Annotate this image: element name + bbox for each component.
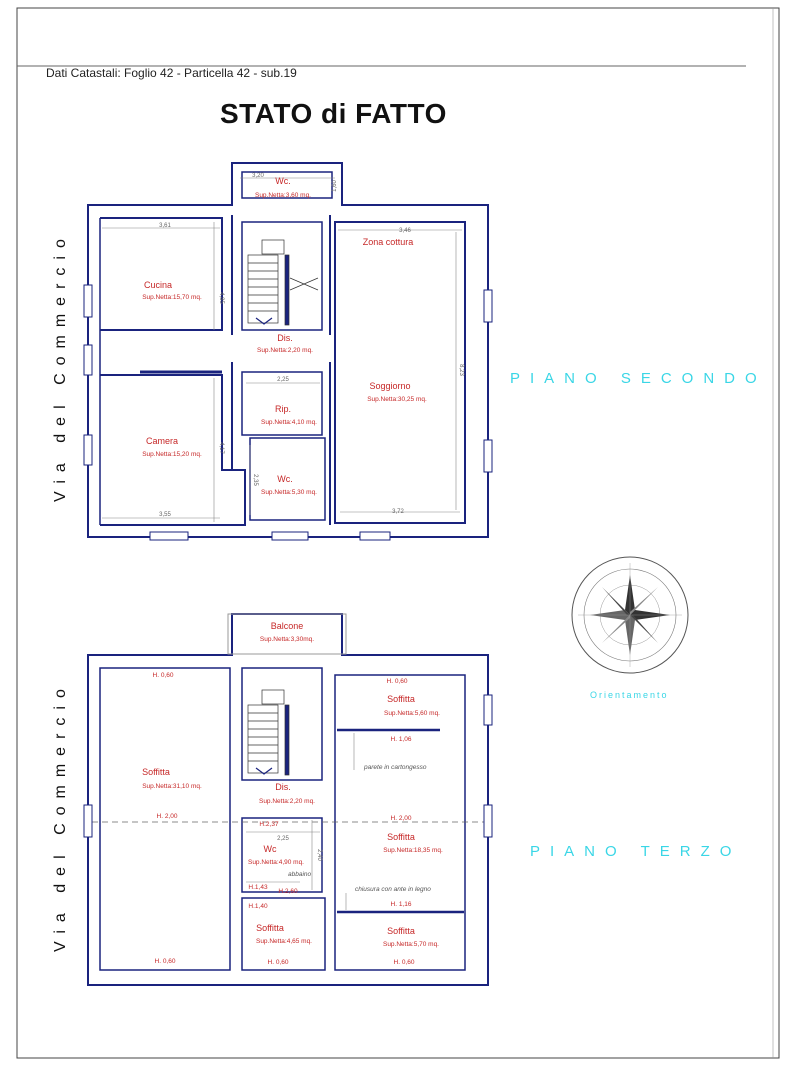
floor3-texts — [142, 621, 443, 948]
f2-cucina-area: Sup.Netta:15,70 mq. — [142, 294, 202, 301]
f3-dis-area: Sup.Netta:2,20 mq. — [258, 798, 316, 805]
f2-rip-name: Rip. — [274, 404, 292, 414]
f3-soffitta-c-area: Sup.Netta:4,65 mq. — [255, 938, 313, 945]
f3-soffitta-br-name: Soffitta — [387, 926, 415, 936]
floor2-texts — [142, 176, 427, 496]
f3-note-abbaino: abbaino — [288, 871, 312, 878]
compass-rose-icon — [572, 557, 688, 673]
f3-wc-name: Wc — [263, 844, 277, 854]
orientation-label: Orientamento — [590, 690, 669, 700]
f2-rip-area: Sup.Netta:4,10 mq. — [260, 419, 318, 426]
floor2-dimension-texts — [159, 173, 464, 518]
f3-h-tl: H. 0,60 — [152, 672, 174, 679]
f2-dim-4: 3,46 — [399, 228, 411, 234]
f3-dim-2: 2,40 — [316, 849, 322, 861]
f2-dis-area: Sup.Netta:2,20 mq. — [256, 347, 314, 354]
f3-soffitta-c-name: Soffitta — [256, 923, 284, 933]
f2-dim-11: 3,72 — [392, 509, 404, 515]
f2-soggiorno-area: Sup.Netta:30,25 mq. — [367, 396, 427, 403]
f2-dim-9: 3,55 — [159, 512, 171, 518]
cadastral-data: Dati Catastali: Foglio 42 - Particella 42 - sub.19 — [46, 66, 297, 80]
f2-wc-bot-name: Wc. — [277, 474, 293, 484]
f3-soffitta-tr-area: Sup.Netta:5,60 mq. — [383, 710, 441, 717]
f3-h-106: H. 1,06 — [390, 736, 412, 743]
f2-soggiorno-name: Soggiorno — [369, 381, 411, 391]
f3-h-237: H.2,37 — [259, 821, 279, 828]
f3-soffitta-br-area: Sup.Netta:5,70 mq. — [382, 941, 440, 948]
f2-dim-6: 2,25 — [277, 377, 289, 383]
street-label-floor2: Via del Commercio — [52, 231, 69, 502]
f3-h-116: H. 1,16 — [390, 901, 412, 908]
floor3-dimension-texts — [277, 836, 322, 861]
f2-dim-8: 2,35 — [252, 474, 258, 486]
f2-wc-bot-area: Sup.Netta:5,30 mq. — [260, 489, 318, 496]
floor3-stairs — [248, 690, 289, 775]
f2-wc-top-area: Sup.Netta:3,60 mq. — [254, 192, 312, 199]
street-label-floor3: Via del Commercio — [52, 681, 69, 952]
floor3-label: PIANO TERZO — [530, 843, 742, 860]
f3-h-200l: H. 2,00 — [156, 813, 178, 820]
f2-camera-area: Sup.Netta:15,20 mq. — [142, 451, 202, 458]
page-title: STATO di FATTO — [220, 98, 447, 129]
f2-camera-name: Camera — [145, 436, 179, 446]
balcony-outline — [228, 614, 346, 654]
floor2-stairs — [248, 240, 318, 325]
f3-h-bl: H. 0,60 — [154, 958, 176, 965]
f3-balcone-name: Balcone — [270, 621, 304, 631]
f3-h-260: H.2,60 — [278, 888, 298, 895]
f2-cucina-name: Cucina — [143, 280, 173, 290]
f3-dis-name: Dis. — [275, 782, 291, 792]
f3-dim-1: 2,25 — [277, 836, 289, 842]
f3-note-chiusura: chiusura con ante in legno — [355, 886, 431, 893]
f3-h-tr: H. 0,60 — [386, 678, 408, 685]
f2-dim-7: 4,17 — [218, 442, 224, 454]
f3-h-br: H. 0,60 — [393, 959, 415, 966]
f3-h-200r: H. 2,00 — [390, 815, 412, 822]
f3-balcone-area: Sup.Netta:3,30mq. — [259, 636, 315, 643]
f2-wc-top-name: Wc. — [275, 176, 291, 186]
f2-zona-name: Zona cottura — [362, 237, 414, 247]
floor3-notes — [288, 764, 431, 893]
f3-h-140: H.1,40 — [248, 903, 268, 910]
f3-soffitta-mr-name: Soffitta — [387, 832, 415, 842]
f2-dim-5: 4,85 — [218, 292, 224, 304]
f2-dis-name: Dis. — [277, 333, 293, 343]
f2-dim-1: 3,20 — [252, 173, 264, 179]
f2-dim-10: 8,23 — [458, 364, 464, 376]
f2-dim-2: 1,60 — [332, 180, 338, 192]
floor3-heights — [153, 672, 415, 966]
f3-note-parete: parete in cartongesso — [364, 764, 427, 771]
f2-dim-3: 3,61 — [159, 223, 171, 229]
f3-soffitta-l-area: Sup.Netta:31,10 mq. — [142, 783, 202, 790]
f3-soffitta-tr-name: Soffitta — [387, 694, 415, 704]
f3-soffitta-mr-area: Sup.Netta:18,35 mq. — [383, 847, 443, 854]
f3-h-bc: H. 0,60 — [267, 959, 289, 966]
f3-h-143: H.1,43 — [248, 884, 268, 891]
f3-soffitta-l-name: Soffitta — [142, 767, 170, 777]
floor2-label: PIANO SECONDO — [510, 370, 767, 387]
f3-wc-area: Sup.Netta:4,90 mq. — [247, 859, 305, 866]
